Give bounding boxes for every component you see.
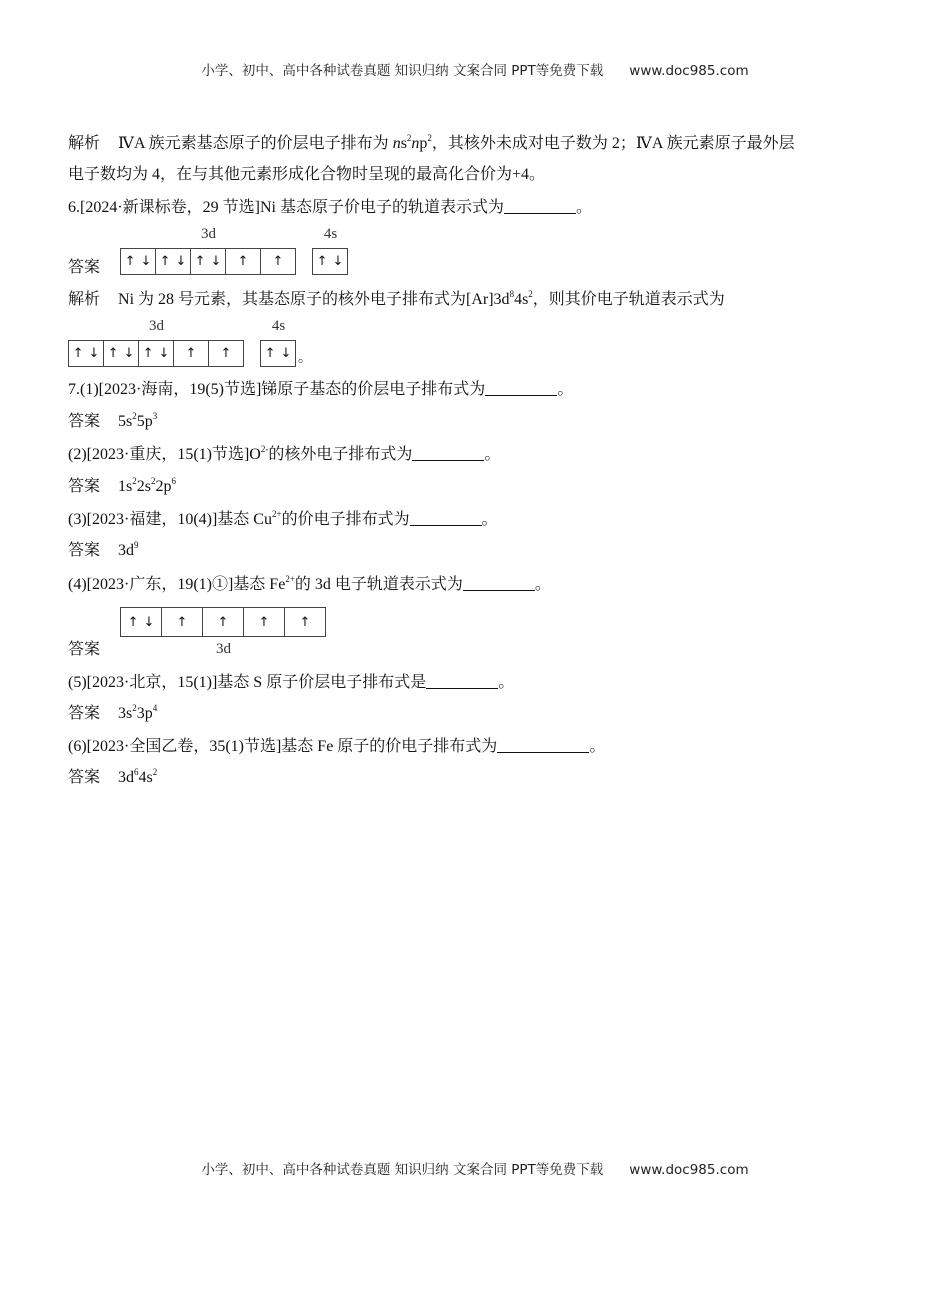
text-line <box>68 445 500 465</box>
footer-site: www.doc985.com <box>629 1162 749 1178</box>
spin-up-arrow-icon: ↑ <box>107 346 119 361</box>
text-line <box>68 290 725 310</box>
spin-down-arrow-icon: ↓ <box>123 346 135 361</box>
superscript: 2 <box>406 133 412 143</box>
text: 。 <box>576 199 593 216</box>
orbital-group-3d <box>120 607 326 657</box>
orbital-box <box>121 248 156 275</box>
text: 4s <box>138 769 153 786</box>
superscript: 2 <box>528 289 533 299</box>
orbital-group-4s <box>312 226 348 275</box>
orbital-box <box>162 607 203 637</box>
text: 。 <box>534 576 551 593</box>
text-line <box>68 541 139 561</box>
text-line <box>68 768 157 788</box>
text-line <box>68 134 795 154</box>
text: 。 <box>481 511 498 528</box>
text-line <box>68 412 157 432</box>
text: 6.[2024·新课标卷，29 节选]Ni 基态原子价电子的轨道表示式为 <box>68 199 504 216</box>
spin-down-arrow-icon: ↓ <box>158 346 170 361</box>
text: 的价电子排布式为 <box>281 511 410 528</box>
text: (5)[2023·北京，15(1)]基态 S 原子价层电子排布式是 <box>68 674 427 691</box>
superscript: 6 <box>134 767 139 777</box>
spin-up-arrow-icon: ↑ <box>237 254 249 269</box>
text: 5p <box>136 413 153 430</box>
orbital-box <box>174 340 209 367</box>
spin-up-arrow-icon: ↑ <box>176 614 188 630</box>
italic-text: n <box>392 135 401 152</box>
spin-down-arrow-icon: ↓ <box>88 346 100 361</box>
text: 3d <box>118 542 135 559</box>
text: 2s <box>136 478 151 495</box>
spin-down-arrow-icon: ↓ <box>332 254 344 269</box>
section-label: 解析 <box>68 135 101 152</box>
text: (6)[2023·全国乙卷，35(1)节选]基态 Fe 原子的价电子排布式为 <box>68 738 498 755</box>
orbital-label: 4s <box>323 226 338 242</box>
section-label: 答案 <box>68 705 101 722</box>
page-footer <box>0 1158 950 1178</box>
spin-up-arrow-icon: ↑ <box>124 254 136 269</box>
text: ⅣA 族元素基态原子的价层电子排布为 <box>118 135 393 152</box>
section-label: 答案 <box>68 769 101 786</box>
orbital-label: 4s <box>271 318 286 334</box>
orbital-box <box>261 248 296 275</box>
superscript: 2 <box>427 133 432 143</box>
orbital-group-3d <box>120 226 296 275</box>
text-line <box>68 737 605 757</box>
superscript: 4 <box>152 703 158 713</box>
footer-text: 小学、初中、高中各种试卷真题 知识归纳 文案合同 PPT等免费下载 <box>201 1162 604 1178</box>
answer-blank <box>504 198 576 214</box>
text: 5s <box>118 413 133 430</box>
orbital-box <box>191 248 226 275</box>
section-label: 答案 <box>68 478 101 495</box>
spin-up-arrow-icon: ↑ <box>220 346 232 361</box>
orbital-box <box>156 248 191 275</box>
text-line <box>68 575 551 595</box>
orbital-diagram <box>120 226 348 275</box>
section-label: 答案 <box>68 641 101 658</box>
section-label: 答案 <box>68 542 101 559</box>
text-line <box>68 198 592 218</box>
spin-up-arrow-icon: ↑ <box>142 346 154 361</box>
spin-up-arrow-icon: ↑ <box>258 614 270 630</box>
text: 的核外电子排布式为 <box>268 446 413 463</box>
text-line <box>68 258 118 278</box>
orbital-box <box>139 340 174 367</box>
superscript: 2 <box>132 703 137 713</box>
spin-down-arrow-icon: ↓ <box>175 254 187 269</box>
spin-down-arrow-icon: ↓ <box>143 614 155 630</box>
orbital-box <box>285 607 326 637</box>
spin-up-arrow-icon: ↑ <box>159 254 171 269</box>
orbital-box <box>69 340 104 367</box>
superscript: 6 <box>171 476 176 486</box>
orbital-box <box>244 607 285 637</box>
orbital-group-3d <box>68 318 244 367</box>
text: 4s <box>514 291 529 308</box>
answer-blank <box>463 575 535 591</box>
orbital-label: 3d <box>201 226 216 242</box>
spin-up-arrow-icon: ↑ <box>299 614 311 630</box>
spin-up-arrow-icon: ↑ <box>72 346 84 361</box>
text: 电子数均为 4，在与其他元素形成化合物时呈现的最高化合价为+4。 <box>68 166 546 183</box>
superscript: 2- <box>260 444 269 454</box>
italic-text: n <box>411 135 420 152</box>
section-label: 答案 <box>68 259 101 276</box>
text-line <box>68 165 545 185</box>
spin-down-arrow-icon: ↓ <box>140 254 152 269</box>
text: 3s <box>118 705 133 722</box>
orbital-box <box>203 607 244 637</box>
orbital-box <box>261 340 296 367</box>
text: 。 <box>557 381 574 398</box>
spin-up-arrow-icon: ↑ <box>217 614 229 630</box>
text: 。 <box>498 674 515 691</box>
spin-up-arrow-icon: ↑ <box>264 346 276 361</box>
text-line <box>68 510 498 530</box>
spin-up-arrow-icon: ↑ <box>316 254 328 269</box>
text: p <box>419 135 428 152</box>
orbital-label: 3d <box>216 641 231 657</box>
answer-blank <box>497 737 589 753</box>
superscript: 2+ <box>271 509 282 519</box>
text: 3p <box>136 705 153 722</box>
text-line <box>68 380 573 400</box>
orbital-box <box>121 607 162 637</box>
superscript: 9 <box>134 540 139 550</box>
superscript: 2 <box>150 476 156 486</box>
text: 的 3d 电子轨道表示式为 <box>294 576 463 593</box>
period: 。 <box>298 351 312 366</box>
text-line <box>68 673 514 693</box>
page-header <box>0 59 950 79</box>
orbital-label: 3d <box>149 318 164 334</box>
superscript: 2 <box>132 411 137 421</box>
orbital-box <box>104 340 139 367</box>
section-label: 解析 <box>68 291 101 308</box>
header-text: 小学、初中、高中各种试卷真题 知识归纳 文案合同 PPT等免费下载 <box>201 63 604 79</box>
orbital-box <box>209 340 244 367</box>
text: ，则其价电子轨道表示式为 <box>532 291 725 308</box>
superscript: 8 <box>509 289 515 299</box>
superscript: 2 <box>152 767 158 777</box>
text: ，其核外未成对电子数为 2；ⅣA 族元素原子最外层 <box>431 135 795 152</box>
spin-down-arrow-icon: ↓ <box>210 254 222 269</box>
text: (2)[2023·重庆，15(1)节选]O <box>68 446 261 463</box>
answer-blank <box>426 673 498 689</box>
text: 。 <box>589 738 606 755</box>
text: 。 <box>484 446 501 463</box>
text: (3)[2023·福建，10(4)]基态 Cu <box>68 511 272 528</box>
spin-up-arrow-icon: ↑ <box>185 346 197 361</box>
answer-blank <box>412 445 484 461</box>
orbital-diagram <box>120 607 326 657</box>
superscript: 2 <box>132 476 137 486</box>
spin-up-arrow-icon: ↑ <box>127 614 139 630</box>
text: 3d <box>118 769 135 786</box>
answer-blank <box>485 380 557 396</box>
text: 1s <box>118 478 133 495</box>
text: (4)[2023·广东，19(1)①]基态 Fe <box>68 576 286 593</box>
answer-blank <box>410 510 482 526</box>
header-site: www.doc985.com <box>629 63 749 79</box>
text: Ni 为 28 号元素，其基态原子的核外电子排布式为[Ar]3d <box>118 291 510 308</box>
superscript: 3 <box>152 411 158 421</box>
spin-up-arrow-icon: ↑ <box>272 254 284 269</box>
orbital-box <box>313 248 348 275</box>
text: 7.(1)[2023·海南，19(5)节选]锑原子基态的价层电子排布式为 <box>68 381 486 398</box>
text-line <box>68 640 118 660</box>
section-label: 答案 <box>68 413 101 430</box>
orbital-box <box>226 248 261 275</box>
orbital-diagram <box>68 318 312 367</box>
text: 2p <box>155 478 172 495</box>
spin-down-arrow-icon: ↓ <box>280 346 292 361</box>
text: s <box>400 135 407 152</box>
spin-up-arrow-icon: ↑ <box>194 254 206 269</box>
text-line <box>68 477 176 497</box>
superscript: 2+ <box>285 574 295 584</box>
orbital-group-4s <box>260 318 296 367</box>
text-line <box>68 704 157 724</box>
